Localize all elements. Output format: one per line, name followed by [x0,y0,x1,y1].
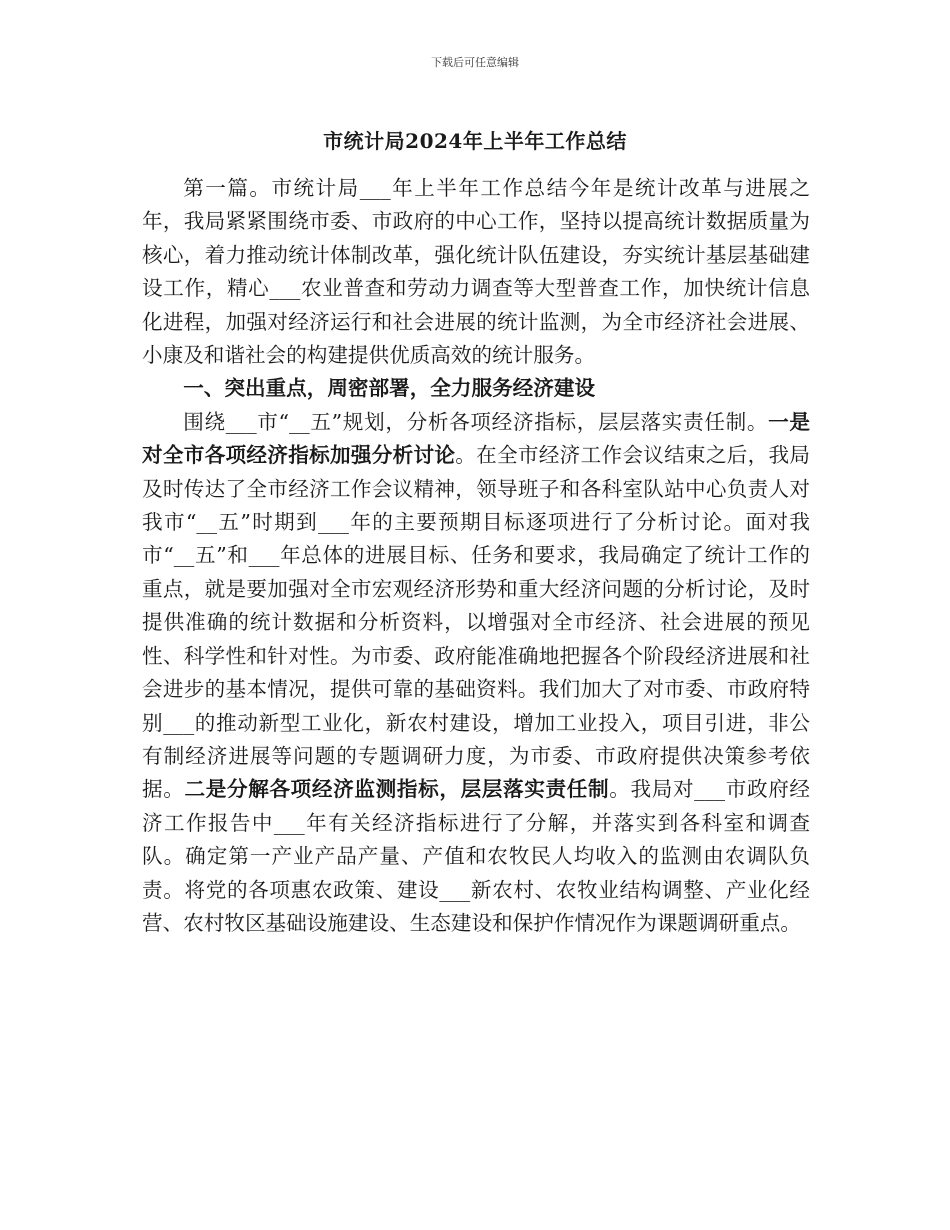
point-two-text: 。我局对___市政府经济工作报告中___年有关经济指标进行了分解，并落实到各科室和调查队。确定第一产业产品产量、产值和农牧民人均收入的监测由农调队负责。将党的各项惠农政策、建设___新农村、农牧业结构调整、产业化经营、农村牧区基础设施建设、生态建设和保护作情况作为课题调研重点。 [142,777,811,935]
point-two-heading: 二是分解各项经济监测指标，层层落实责任制 [184,777,610,802]
document-body [142,172,810,940]
section-heading: 一、突出重点，周密部署，全力服务经济建设 [183,376,596,401]
document-title: 市统计局2024年上半年工作总结 [323,129,627,153]
paragraph-section1 [142,406,810,941]
header-note: 下载后可任意编辑 [431,56,519,69]
point-one-text: 。在全市经济工作会议结束之后，我局及时传达了全市经济工作会议精神，领导班子和各科室队站中心负责人对我市“__五”时期到___年的主要预期目标逐项进行了分析讨论。面对我市“__五”和___年总体的进展目标、任务和要求，我局确定了统计工作的重点，就是要加强对全市宏观经济形势和重大经济问题的分析讨论，及时提供准确的统计数据和分析资料，以增强对全市经济、社会进展的预见性、科学性和针对性。为市委、政府能准确地把握各个阶段经济进展和社会进步的基本情况，提供可靠的基础资料。我们加大了对市委、市政府特别___的推动新型工业化，新农村建设，增加工业投入，项目引进，非公有制经济进展等问题的专题调研力度，为市委、市政府提供决策参考依据。 [142,443,811,802]
paragraph-intro: 第一篇。市统计局___年上半年工作总结今年是统计改革与进展之年，我局紧紧围绕市委、市政府的中心工作，坚持以提高统计数据质量为核心，着力推动统计体制改革，强化统计队伍建设，夯实统计基层基础建设工作，精心___农业普查和劳动力调查等大型普查工作，加快统计信息化进程，加强对经济运行和社会进展的统计监测，为全市经济社会进展、小康及和谐社会的构建提供优质高效的统计服务。 [142,176,810,368]
paragraph-section1-intro: 围绕___市“__五”规划，分析各项经济指标，层层落实责任制。 [183,409,769,434]
point-one-heading: 一是对全市各项经济指标加强分析讨论 [142,409,811,468]
